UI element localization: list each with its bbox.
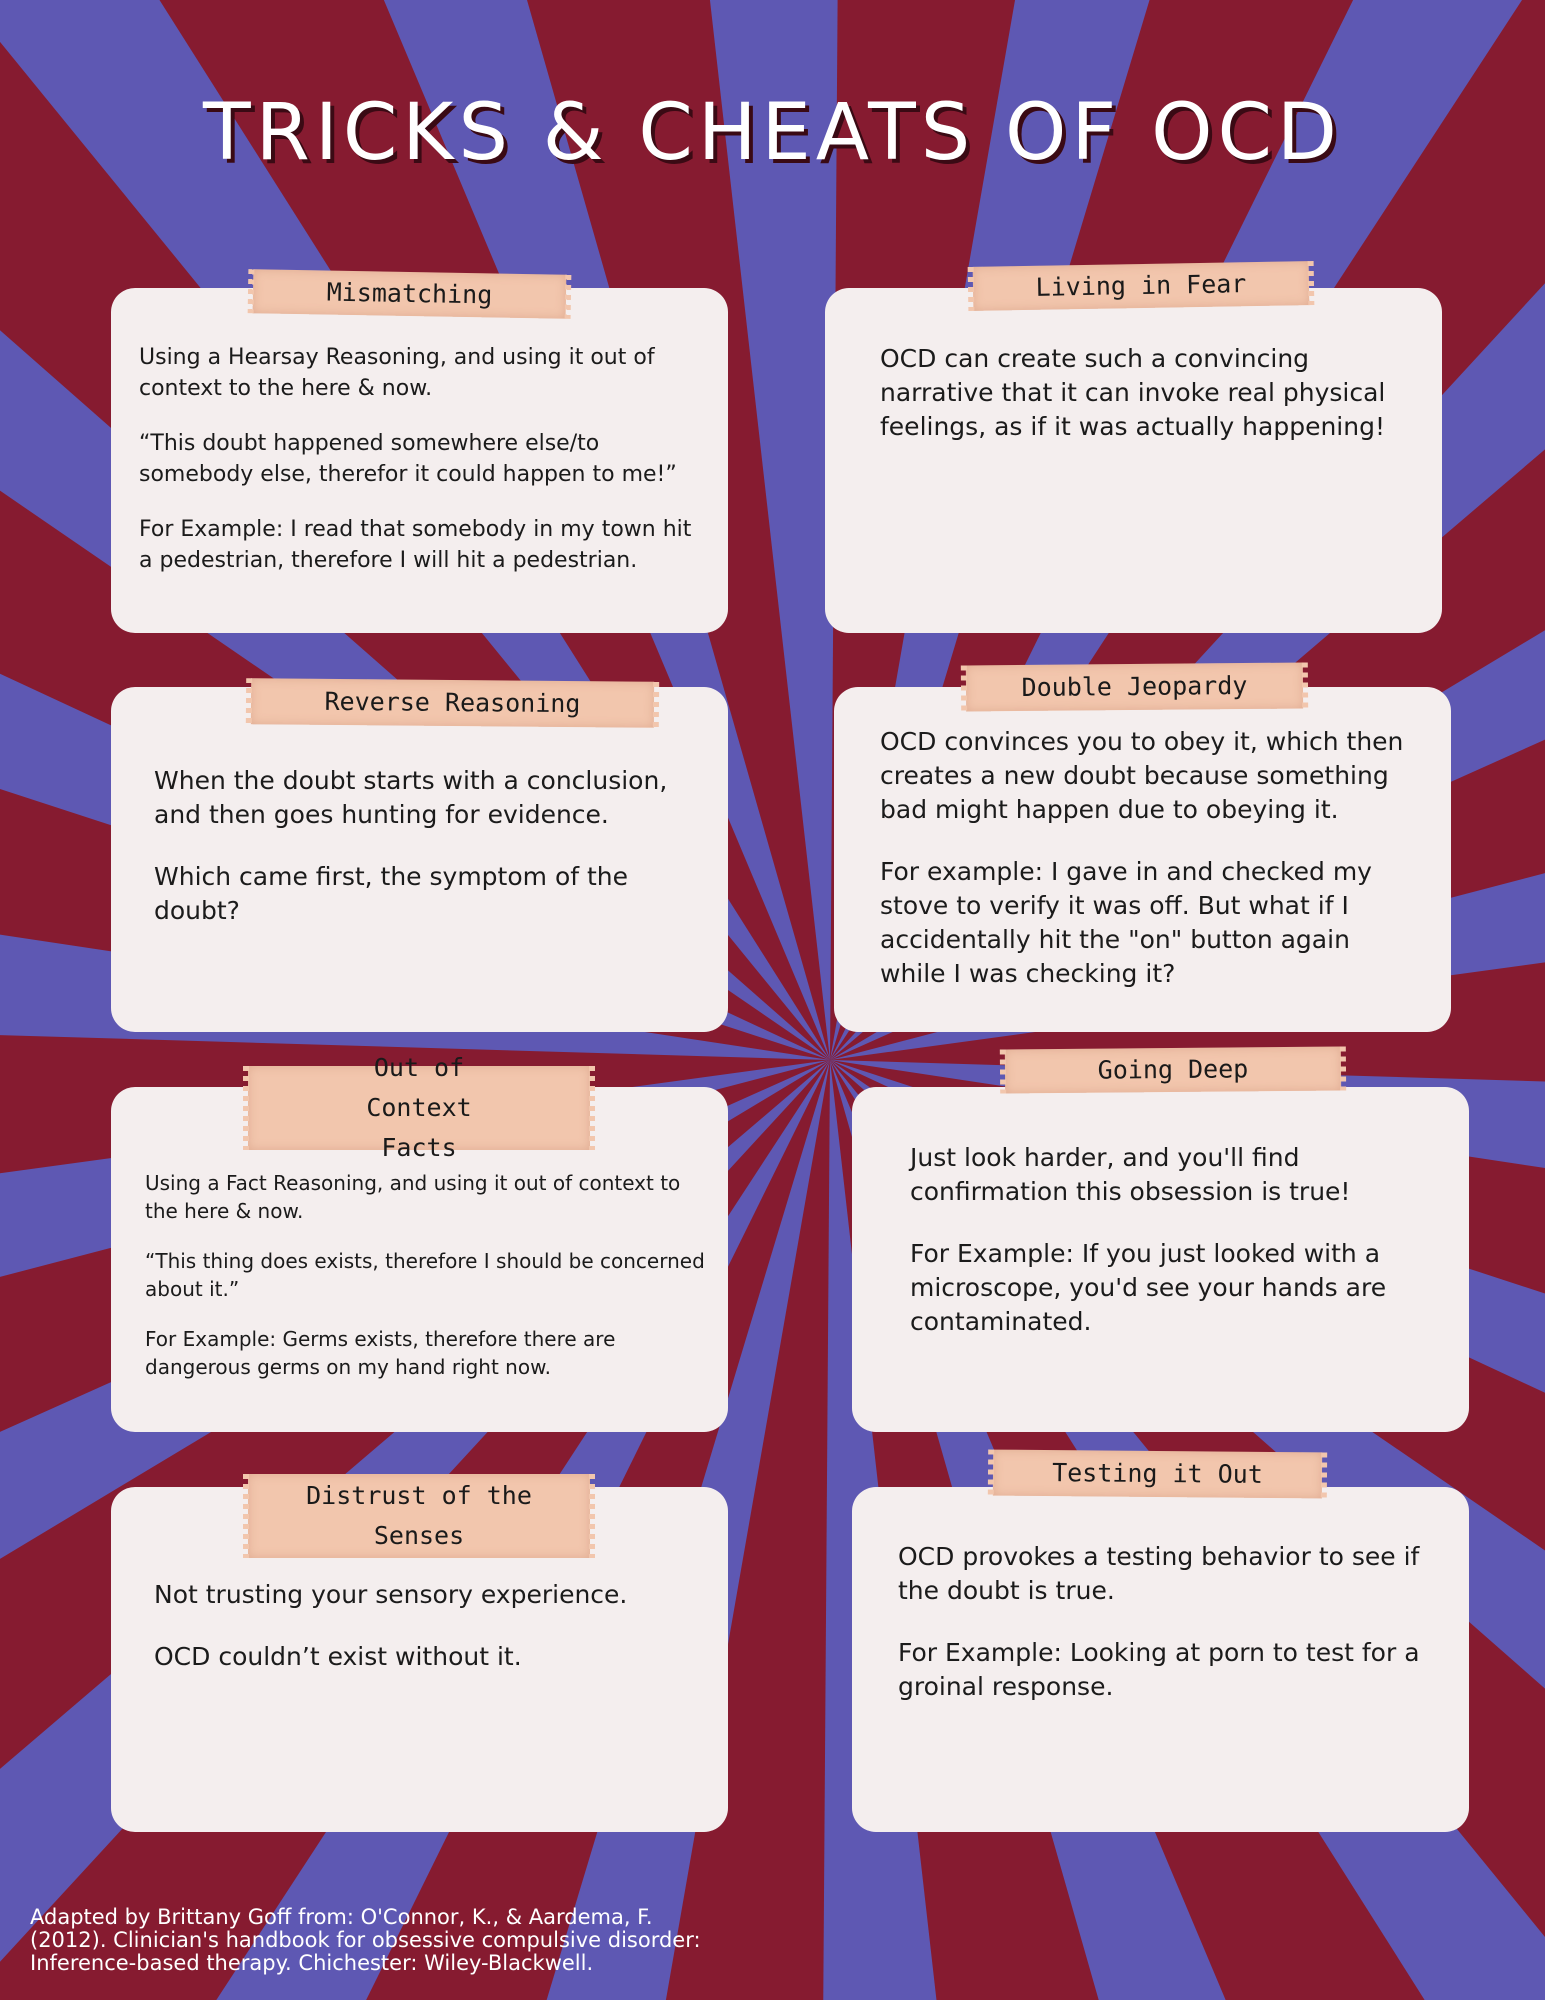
citation-line: (2012). Clinician's handbook for obsessive compulsive disorder: [30,1928,701,1952]
card-heading: Mismatching [326,277,493,310]
citation-footer [30,1906,930,1975]
card-paragraph: Not trusting your sensory experience. [154,1580,628,1609]
tape-label-mismatching [253,269,567,318]
card-heading: Double Jeopardy [1021,671,1248,702]
card-paragraph: Using a Hearsay Reasoning, and using it out of context to the here & now. [139,345,655,401]
card-paragraph: For Example: Germs exists, therefore there are dangerous germs on my hand right now. [145,1327,616,1379]
card-paragraph: For Example: If you just looked with a microscope, you'd see your hands are contaminated. [910,1238,1387,1336]
card-paragraph: For Example: I read that somebody in my town hit a pedestrian, therefore I will hit a pedestrian. [139,517,692,574]
card-paragraph: OCD couldn’t exist without it. [154,1641,522,1671]
card-body [910,1141,1430,1339]
tape-label-living-in-fear [973,261,1310,311]
card-heading: Reverse Reasoning [324,686,581,719]
card-living-in-fear [825,288,1442,633]
tape-label-double-jeopardy [966,663,1303,712]
tape-label-reverse-reasoning [251,678,654,728]
card-paragraph: Using a Fact Reasoning, and using it out of context to the here & now. [145,1171,681,1223]
card-paragraph: Which came first, the symptom of the doubt? [154,861,629,925]
tape-label-distrust-of-the-senses [248,1474,590,1558]
card-body [154,764,694,928]
tape-label-testing-it-out [993,1450,1322,1499]
card-paragraph: For Example: Looking at porn to test for a groinal response. [898,1637,1420,1701]
card-body [898,1540,1428,1704]
card-paragraph: OCD convinces you to obey it, which then creates a new doubt because something bad might happen due to obeying it. [880,727,1404,824]
card-body [139,342,709,576]
card-paragraph: OCD can create such a convincing narrative that it can invoke real physical feelings, as if it was actually happening! [880,344,1386,441]
page-title: TRICKS & CHEATS OF OCD [202,88,1342,178]
card-paragraph: Just look harder, and you'll find confirmation this obsession is true! [910,1143,1351,1206]
tape-label-going-deep [1005,1047,1341,1094]
citation-line: Inference-based therapy. Chichester: Wiley-Blackwell. [30,1951,594,1975]
card-paragraph: For example: I gave in and checked my stove to verify it was off. But what if I accidentally hit the "on" button again while I was checking it? [880,856,1372,988]
card-heading: Going Deep [1097,1054,1249,1085]
card-paragraph: “This thing does exists, therefore I should be concerned about it.” [145,1249,705,1301]
card-heading: Testing it Out [1052,1458,1263,1489]
citation-line: Adapted by Brittany Goff from: O'Connor, K., & Aardema, F. [30,1905,653,1929]
card-heading: Out of Context Facts [366,1053,472,1162]
card-paragraph: OCD provokes a testing behavior to see if the doubt is true. [898,1542,1420,1605]
card-body [145,1169,705,1381]
card-body [880,725,1420,991]
card-heading: Living in Fear [1035,269,1247,302]
card-heading: Distrust of the Senses [306,1481,532,1550]
card-paragraph: “This doubt happened somewhere else/to somebody else, therefor it could happen to me!” [139,431,677,488]
card-paragraph: When the doubt starts with a conclusion, and then goes hunting for evidence. [154,766,668,829]
card-body [880,342,1400,444]
card-body [154,1578,694,1674]
tape-label-out-of-context-facts [248,1053,590,1162]
